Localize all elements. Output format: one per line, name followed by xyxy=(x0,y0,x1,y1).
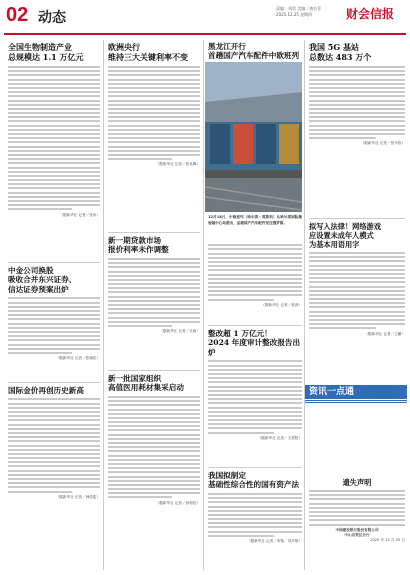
notice-title: 遗失声明 xyxy=(342,478,372,487)
title-line: 拟写入法律！网络游戏 xyxy=(309,222,381,231)
title-line: 信达证券预案出炉 xyxy=(8,284,69,294)
article-byline: （据新华社 记者／申铖、刘开雄） xyxy=(246,539,302,544)
article-body xyxy=(208,360,302,433)
editor-meta xyxy=(276,6,356,18)
title-line: 应设置未成年人模式 xyxy=(309,231,374,240)
article-china-europe-train xyxy=(208,42,302,61)
article-body xyxy=(108,66,200,160)
article-title xyxy=(309,222,405,249)
column-divider-2 xyxy=(203,40,204,570)
article-lpr xyxy=(108,236,200,334)
article-title xyxy=(309,42,405,62)
article-divider xyxy=(208,325,302,326)
title-line: 中金公司换股 xyxy=(8,266,54,275)
article-title xyxy=(8,266,100,294)
notice-body xyxy=(309,490,405,526)
article-title xyxy=(208,42,302,61)
article-cicc-merger xyxy=(8,266,100,361)
article-byline: （据新华社 记者／吴雨） xyxy=(159,329,200,334)
article-byline: （据新华社 记者／韩佳铭） xyxy=(55,494,100,499)
title-line: 维持三大关键利率不变 xyxy=(108,52,188,62)
article-body xyxy=(108,396,200,499)
article-byline: （据新华社 记者／王悦阳） xyxy=(257,435,302,440)
article-divider xyxy=(108,370,200,371)
editor-line: 责编｜刘贺 美编｜唐拉菲 xyxy=(276,6,322,11)
article-byline: （据新华社 记者／王鹏） xyxy=(364,331,405,336)
column-divider-3 xyxy=(304,40,305,570)
issue-date: 2025.12.25 星期四 xyxy=(276,12,313,17)
header-rule xyxy=(4,33,406,35)
article-audit-rectification xyxy=(208,329,302,441)
article-byline: （据新华社 记者／张辛欣） xyxy=(360,141,405,146)
article-title xyxy=(108,374,200,393)
page-header xyxy=(0,0,410,36)
article-body xyxy=(309,66,405,139)
article-body xyxy=(309,252,405,329)
article-game-minor-mode xyxy=(309,222,405,337)
article-ecb-rates xyxy=(108,42,200,167)
lost-notice xyxy=(309,478,405,543)
column-divider-1 xyxy=(103,40,104,570)
title-line: 新一批国家组织 xyxy=(108,374,162,383)
article-byline: （据新华社 记者／张晓佳） xyxy=(55,356,100,361)
title-line: 黑龙江开行 xyxy=(208,42,246,51)
article-body xyxy=(208,244,302,300)
title-line: 高值医用耗材集采启动 xyxy=(108,383,184,393)
title-line: 总规模达 1.1 万亿元 xyxy=(8,52,84,62)
article-body xyxy=(8,398,100,492)
caption-text: 12月18日，中欧班列（哈尔滨－莫斯科）从哈尔滨国际集装箱中心站驶出，运载国产汽车配件发往俄罗斯。 xyxy=(208,215,302,226)
article-bio-manufacturing xyxy=(8,42,100,218)
news-brief-banner: 资讯一点通 xyxy=(305,385,407,399)
title-line: 首趟国产汽车配件中欧班列 xyxy=(208,51,300,61)
article-title xyxy=(208,329,302,357)
article-5g-stations xyxy=(309,42,405,146)
title-line: 2024 年度审计整改报告出炉 xyxy=(208,338,301,357)
train-photo-image xyxy=(205,62,302,212)
section-title: 动态 xyxy=(38,10,66,26)
article-title xyxy=(208,471,302,490)
article-title xyxy=(108,42,200,62)
article-divider xyxy=(208,467,302,468)
title-line: 我国 5G 基站 xyxy=(309,42,359,52)
article-title xyxy=(8,42,100,62)
article-divider xyxy=(309,218,405,219)
article-medical-procurement xyxy=(108,374,200,506)
title-line: 吸收合并东兴证券、 xyxy=(8,275,77,285)
title-line: 全国生物制造产业 xyxy=(8,42,72,52)
article-gold-price xyxy=(8,386,100,500)
article-body xyxy=(8,297,100,353)
article-state-assets-law xyxy=(208,471,302,544)
article-train-body xyxy=(208,242,302,308)
train-photo xyxy=(205,62,302,212)
title-line: 报价利率未作调整 xyxy=(108,245,169,255)
article-body xyxy=(8,66,100,210)
newspaper-brand: 财会信报 xyxy=(346,7,395,21)
article-divider xyxy=(8,382,100,383)
title-line: 新一期贷款市场 xyxy=(108,236,162,245)
title-line: 总数达 483 万个 xyxy=(309,52,372,62)
article-title: 国际金价再创历史新高 xyxy=(8,386,84,395)
banner-underline xyxy=(305,400,407,403)
page-number: 02 xyxy=(6,4,29,26)
article-title xyxy=(108,236,200,255)
article-body xyxy=(208,493,302,537)
notice-issuer-branch: 中山自贸区分行 xyxy=(344,532,370,537)
notice-date: 2025 年 12 月 25 日 xyxy=(370,537,405,542)
title-line: 基础性综合性的国有资产法 xyxy=(208,480,300,490)
title-line: 我国拟制定 xyxy=(208,471,246,480)
article-byline: （据新华社 记者／张兆卿） xyxy=(155,162,200,167)
title-line: 欧洲央行 xyxy=(108,42,140,52)
article-byline: （据新华社 记者／张泉） xyxy=(59,212,100,217)
article-body xyxy=(108,258,200,327)
title-line: 整改超 1 万亿元！ xyxy=(208,329,272,338)
article-divider xyxy=(108,232,200,233)
photo-caption xyxy=(208,214,302,240)
article-divider xyxy=(8,262,100,263)
notice-issuer: 中国建设银行股份有限公司 xyxy=(335,527,379,532)
article-byline: （据新华社 记者／彭韵佳） xyxy=(155,500,200,505)
title-line: 为基本用语用字 xyxy=(309,240,360,249)
article-byline: （据新华社 记者／张涛） xyxy=(261,302,302,307)
